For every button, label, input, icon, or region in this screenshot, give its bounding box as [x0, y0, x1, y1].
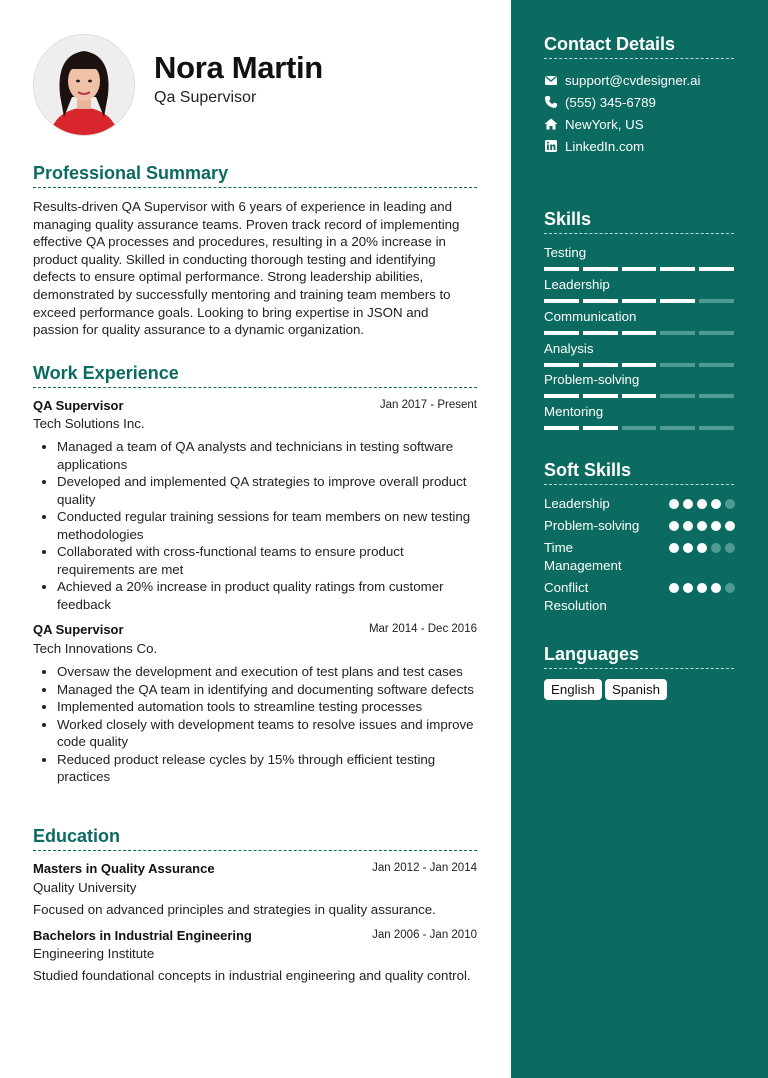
- rating-dot: [725, 583, 735, 593]
- job-bullet: • Oversaw the development and execution of test plans and test cases: [57, 663, 477, 681]
- skill-level-bar: [544, 299, 734, 303]
- job-bullet: • Managed the QA team in identifying and documenting software defects: [57, 681, 477, 699]
- avatar-icon: [34, 35, 134, 135]
- profile-photo: [33, 34, 135, 136]
- degree-title: Masters in Quality Assurance: [33, 861, 215, 876]
- rating-dot: [725, 499, 735, 509]
- education-description: Studied foundational concepts in industrial engineering and quality control.: [33, 968, 471, 983]
- contact-email[interactable]: [544, 73, 700, 88]
- job-title: QA Supervisor: [33, 622, 124, 637]
- job-bullets: [33, 438, 477, 613]
- education-description: Focused on advanced principles and strategies in quality assurance.: [33, 902, 436, 917]
- rating-dot: [711, 583, 721, 593]
- contact-phone: [544, 95, 656, 110]
- sidebar: [511, 0, 768, 1078]
- skill-name: Testing: [544, 245, 587, 260]
- education-header: [33, 928, 477, 946]
- skill-bar-segment: [544, 299, 579, 303]
- email-text: support@cvdesigner.ai: [565, 73, 701, 88]
- skill-bar-segment: [544, 267, 579, 271]
- education-heading: Education: [33, 826, 121, 846]
- job-bullet: • Implemented automation tools to streamline testing processes: [57, 698, 477, 716]
- languages-divider: [544, 668, 734, 669]
- skill-bar-segment: [622, 394, 657, 398]
- school-name: Engineering Institute: [33, 946, 155, 961]
- skill-bar-segment: [583, 267, 618, 271]
- skill-bar-segment: [544, 426, 579, 430]
- candidate-name: Nora Martin: [154, 50, 323, 85]
- skill-name: Problem-solving: [544, 372, 640, 387]
- skill-name: Mentoring: [544, 404, 604, 419]
- skill-bar-segment: [660, 267, 695, 271]
- rating-dot: [683, 583, 693, 593]
- envelope-icon: [544, 73, 558, 87]
- soft-skill-rating: [669, 521, 735, 531]
- job-company: Tech Solutions Inc.: [33, 416, 145, 431]
- skill-bar-segment: [544, 363, 579, 367]
- rating-dot: [669, 499, 679, 509]
- skill-bar-segment: [699, 267, 734, 271]
- degree-title: Bachelors in Industrial Engineering: [33, 928, 252, 943]
- rating-dot: [683, 543, 693, 553]
- job-bullet: • Managed a team of QA analysts and technicians in testing software applications: [57, 438, 477, 473]
- skill-level-bar: [544, 363, 734, 367]
- skill-name: Analysis: [544, 341, 594, 356]
- skill-bar-segment: [622, 267, 657, 271]
- job-bullet: • Collaborated with cross-functional teams to ensure product requirements are met: [57, 543, 477, 578]
- skill-level-bar: [544, 426, 734, 430]
- skill-bar-segment: [699, 426, 734, 430]
- skill-bar-segment: [583, 394, 618, 398]
- rating-dot: [669, 583, 679, 593]
- job-bullet: • Reduced product release cycles by 15% through efficient testing practices: [57, 751, 477, 786]
- linkedin-text: LinkedIn.com: [565, 139, 645, 154]
- job-header: [33, 398, 477, 416]
- skill-bar-segment: [583, 331, 618, 335]
- languages-heading: Languages: [544, 644, 640, 664]
- education-header: [33, 861, 477, 879]
- job-bullet: • Conducted regular training sessions for team members on new testing methodologies: [57, 508, 477, 543]
- skill-bar-segment: [660, 426, 695, 430]
- skill-bar-segment: [544, 394, 579, 398]
- skill-bar-segment: [544, 331, 579, 335]
- rating-dot: [697, 583, 707, 593]
- skills-divider: [544, 233, 734, 234]
- linkedin-icon: [544, 139, 558, 153]
- soft-skill-name: Conflict Resolution: [544, 580, 607, 613]
- skill-bar-segment: [660, 331, 695, 335]
- contact-linkedin[interactable]: [544, 139, 644, 154]
- experience-heading: Work Experience: [33, 363, 179, 383]
- soft-skill-name: Time Management: [544, 540, 622, 573]
- job-company: Tech Innovations Co.: [33, 641, 158, 656]
- rating-dot: [683, 521, 693, 531]
- job-bullet: • Achieved a 20% increase in product quality ratings from customer feedback: [57, 578, 477, 613]
- location-text: NewYork, US: [565, 117, 644, 132]
- job-header: [33, 622, 477, 640]
- job-bullets: [33, 663, 477, 786]
- job-date: Mar 2014 - Dec 2016: [368, 623, 477, 635]
- skill-level-bar: [544, 331, 734, 335]
- skill-name: Leadership: [544, 277, 610, 292]
- skill-bar-segment: [583, 299, 618, 303]
- contact-location: [544, 117, 644, 132]
- soft-skills-divider: [544, 484, 734, 485]
- rating-dot: [669, 543, 679, 553]
- rating-dot: [697, 499, 707, 509]
- rating-dot: [669, 521, 679, 531]
- skill-bar-segment: [583, 426, 618, 430]
- candidate-title: Qa Supervisor: [154, 89, 257, 106]
- contact-heading: Contact Details: [544, 34, 676, 54]
- rating-dot: [725, 543, 735, 553]
- language-tag-spanish: Spanish: [605, 679, 667, 700]
- soft-skill-name: Leadership: [544, 496, 610, 511]
- soft-skill-rating: [669, 583, 735, 593]
- rating-dot: [697, 521, 707, 531]
- skills-heading: Skills: [544, 209, 592, 229]
- rating-dot: [711, 521, 721, 531]
- skill-bar-segment: [622, 426, 657, 430]
- skill-bar-segment: [699, 331, 734, 335]
- rating-dot: [711, 543, 721, 553]
- rating-dot: [697, 543, 707, 553]
- skill-bar-segment: [699, 299, 734, 303]
- summary-heading: Professional Summary: [33, 163, 229, 183]
- job-date: Jan 2017 - Present: [379, 399, 477, 411]
- phone-icon: [544, 95, 558, 109]
- soft-skill-name: Problem-solving: [544, 518, 640, 533]
- school-name: Quality University: [33, 880, 137, 895]
- skill-bar-segment: [699, 363, 734, 367]
- phone-text: (555) 345-6789: [565, 95, 656, 110]
- summary-divider: [33, 187, 477, 188]
- soft-skills-heading: Soft Skills: [544, 460, 632, 480]
- job-title: QA Supervisor: [33, 398, 124, 413]
- home-icon: [544, 117, 558, 131]
- rating-dot: [725, 521, 735, 531]
- job-bullet: • Developed and implemented QA strategies to improve overall product quality: [57, 473, 477, 508]
- contact-divider: [544, 58, 734, 59]
- summary-text: Results-driven QA Supervisor with 6 years of experience in leading and managing quality assurance teams. Proven track record of implementing effective QA processes and procedures, resulting in a 20% increase in product quality. Skilled in conducting thorough testing and identifying defects to ensure optimal performance. Strong leadership abilities, demonstrated by successfully mentoring and training team members to exceed performance goals. Looking to bring expertise in JSON and passion for quality assurance to a dynamic organization.: [33, 199, 460, 338]
- education-date: Jan 2006 - Jan 2010: [372, 929, 477, 941]
- skill-bar-segment: [660, 394, 695, 398]
- soft-skill-rating: [669, 499, 735, 509]
- skill-bar-segment: [660, 299, 695, 303]
- skill-bar-segment: [622, 363, 657, 367]
- education-divider: [33, 850, 477, 851]
- soft-skill-rating: [669, 543, 735, 553]
- skill-name: Communication: [544, 309, 637, 324]
- skill-bar-segment: [583, 363, 618, 367]
- language-tag-english: English: [544, 679, 602, 700]
- rating-dot: [711, 499, 721, 509]
- skill-bar-segment: [622, 299, 657, 303]
- experience-divider: [33, 387, 477, 388]
- education-date: Jan 2012 - Jan 2014: [372, 862, 477, 874]
- rating-dot: [683, 499, 693, 509]
- skill-level-bar: [544, 394, 734, 398]
- skill-bar-segment: [699, 394, 734, 398]
- skill-bar-segment: [622, 331, 657, 335]
- skill-level-bar: [544, 267, 734, 271]
- skill-bar-segment: [660, 363, 695, 367]
- job-bullet: • Worked closely with development teams to resolve issues and improve code quality: [57, 716, 477, 751]
